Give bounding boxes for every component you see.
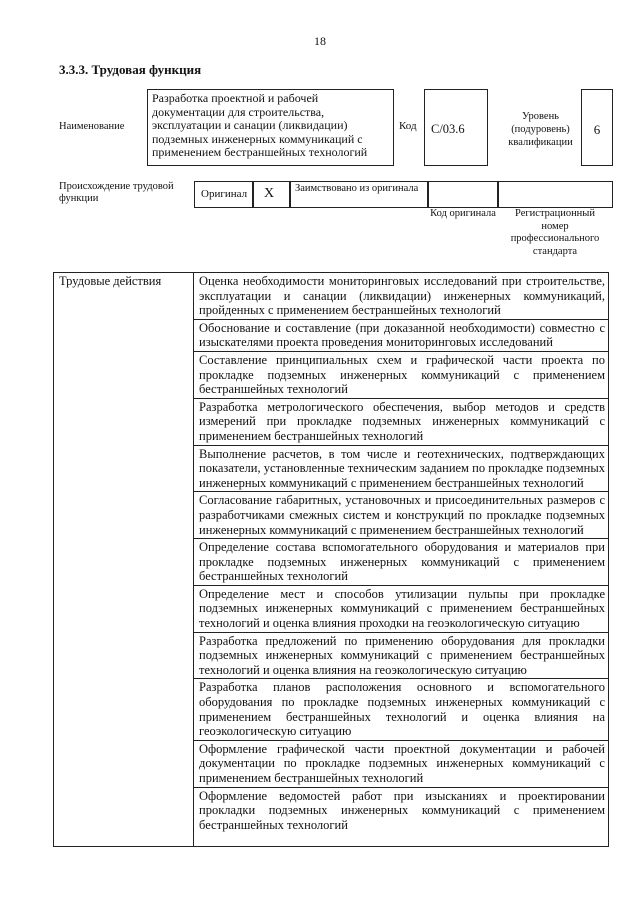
origin-code-caption: Код оригинала	[430, 208, 496, 219]
origin-reg-caption: Регистрационный номер профессионального стандарта	[510, 208, 600, 257]
function-name-box: Разработка проектной и рабочей документации для строительства, эксплуатации и санации (ликвидации) подземных инженерных коммуникаций с применением бестраншейных технологий	[147, 89, 394, 166]
level-value-box: 6	[581, 89, 613, 166]
labor-actions-table	[53, 272, 609, 847]
origin-borrowed-cell: Заимствовано из оригинала	[290, 181, 428, 208]
action-row: Разработка предложений по применению оборудования для прокладки подземных инженерных коммуникаций с применением бестраншейных технологий и оценка влияния на геоэкологическую ситуацию	[194, 633, 608, 680]
code-value-box: С/03.6	[424, 89, 488, 166]
origin-mark-cell: X	[253, 181, 290, 208]
origin-original-cell: Оригинал	[194, 181, 253, 208]
action-row: Разработка метрологического обеспечения, выбор методов и средств измерений при прокладке подземных инженерных коммуникаций с применением бестраншейных технологий	[194, 399, 608, 446]
origin-label: Происхождение трудовой функции	[59, 181, 174, 204]
action-row: Выполнение расчетов, в том числе и геотехнических, подтверждающих показатели, установленные техническим заданием по прокладке подземных инженерных коммуникаций с применением бестраншейных технологий	[194, 446, 608, 493]
page-number: 18	[314, 34, 326, 48]
actions-list	[194, 273, 608, 833]
action-row: Определение мест и способов утилизации пульпы при прокладке подземных инженерных коммуникаций с применением бестраншейных технологий и оценка влияния проходки на геоэкологическую ситуацию	[194, 586, 608, 633]
level-label: Уровень (подуровень) квалификации	[508, 111, 573, 148]
origin-reg-cell	[498, 181, 613, 208]
section-heading: 3.3.3. Трудовая функция	[59, 62, 202, 77]
action-row: Обоснование и составление (при доказанной необходимости) совместно с изыскателями проекта проведения мониторинговых исследований	[194, 320, 608, 352]
action-row: Составление принципиальных схем и графической части проекта по прокладке подземных инженерных коммуникаций с применением бестраншейных технологий	[194, 352, 608, 399]
code-label: Код	[399, 120, 417, 132]
action-row: Разработка планов расположения основного и вспомогательного оборудования по прокладке подземных инженерных коммуникаций с применением бестраншейных технологий и оценка влияния на геоэкологическую ситуацию	[194, 679, 608, 740]
action-row: Определение состава вспомогательного оборудования и материалов при прокладке подземных инженерных коммуникаций с применением бестраншейных технологий	[194, 539, 608, 586]
action-row: Согласование габаритных, установочных и присоединительных размеров с разработчиками смежных систем и конструкций по прокладке подземных инженерных коммуникаций с применением бестраншейных технологий	[194, 492, 608, 539]
action-row: Оформление ведомостей работ при изысканиях и проектировании прокладки подземных инженерных коммуникаций с применением бестраншейных технологий	[199, 788, 605, 832]
name-label: Наименование	[59, 121, 125, 132]
origin-code-cell	[428, 181, 498, 208]
actions-label: Трудовые действия	[54, 273, 194, 846]
action-row: Оформление графической части проектной документации и рабочей документации по прокладке подземных инженерных коммуникаций с применением бестраншейных технологий	[194, 741, 608, 788]
action-row: Оценка необходимости мониторинговых исследований при строительстве, эксплуатации и санации (ликвидации) инженерных коммуникаций, пройденных с применением бестраншейных технологий	[194, 273, 608, 320]
origin-row	[194, 181, 613, 208]
